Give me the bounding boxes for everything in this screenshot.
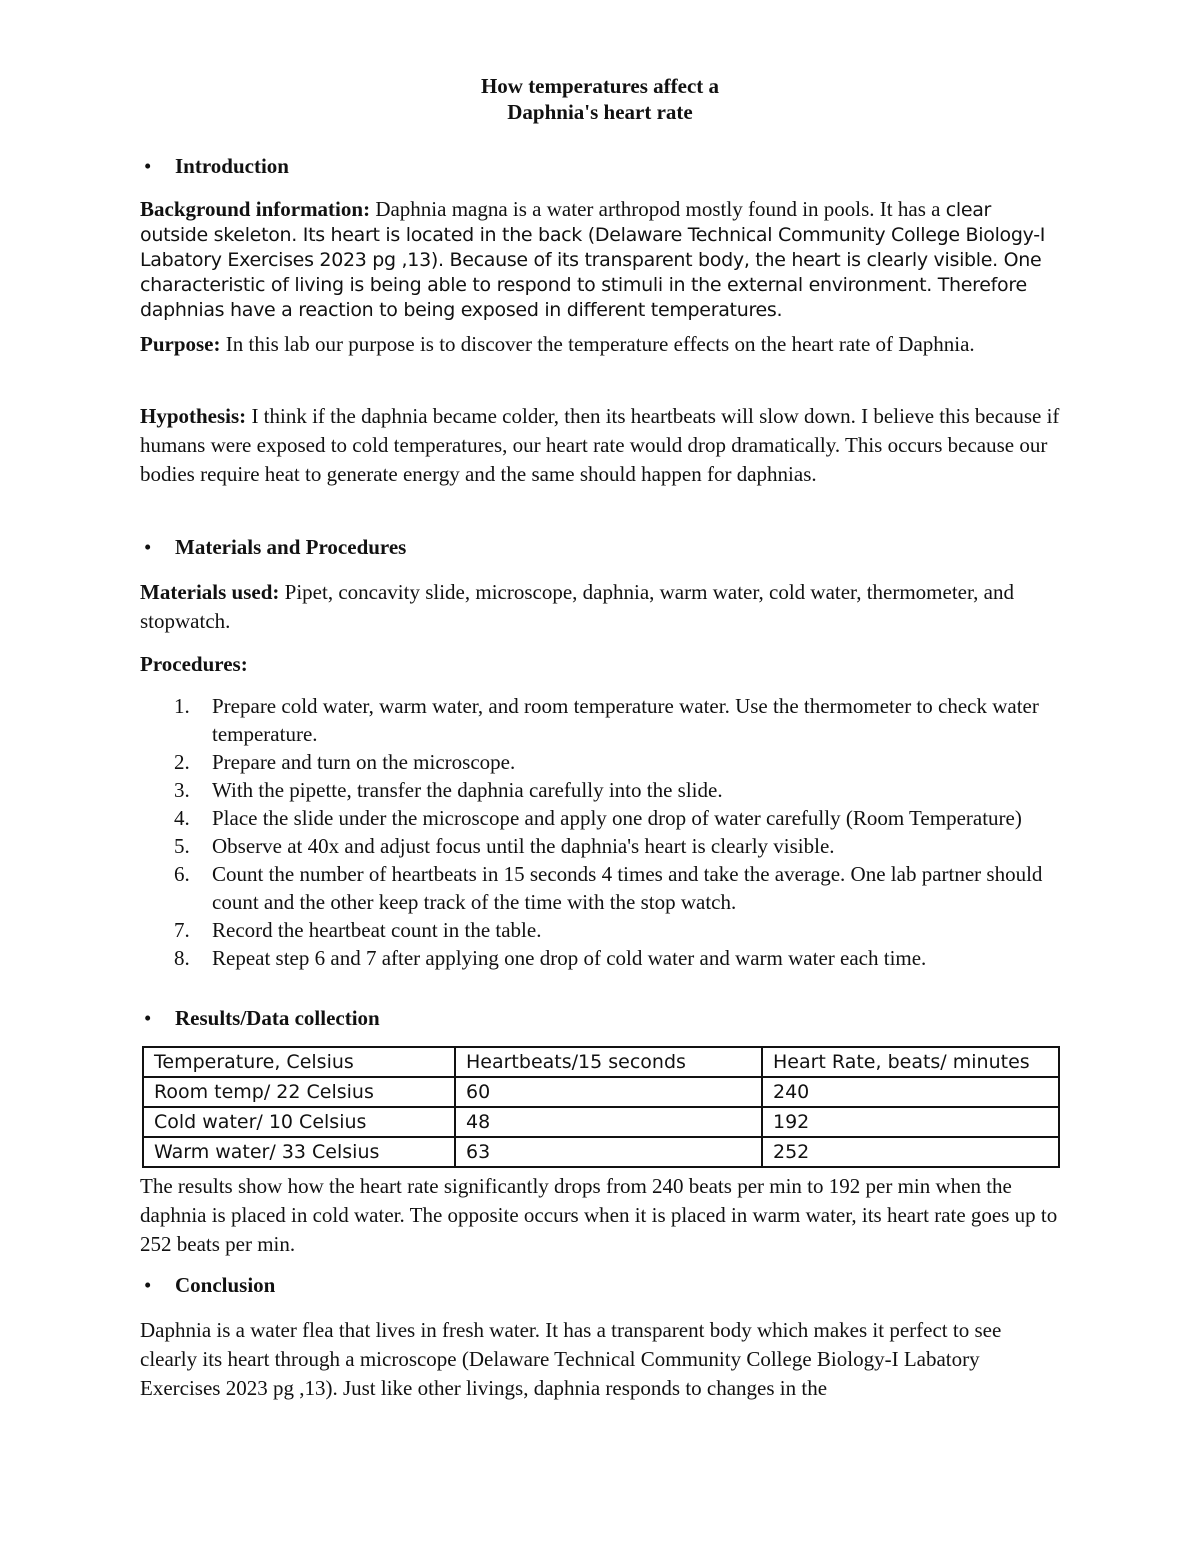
step-text: With the pipette, transfer the daphnia carefully into the slide.: [212, 778, 723, 802]
step-number: 2.: [174, 750, 190, 774]
table-cell: 240: [762, 1077, 1059, 1107]
hypothesis-label: Hypothesis:: [140, 404, 247, 428]
table-header-cell: Temperature, Celsius: [143, 1047, 455, 1077]
table-cell: Room temp/ 22 Celsius: [143, 1077, 455, 1107]
background-text-b: clear outside skeleton. Its heart is located in the back (Delaware Technical Community College Biology-I Labatory Exercises 2023 pg ,13). Because of its transparent body, the heart is clearly visible. One characteristic of living is being able to respond to stimuli in the external environment. Therefore daphnias have a reaction to being exposed in different temperatures.: [140, 199, 1046, 321]
bullet-icon: •: [144, 154, 152, 178]
table-row: [143, 1077, 1059, 1107]
step-number: 8.: [174, 946, 190, 970]
results-table: [142, 1046, 1060, 1168]
purpose-paragraph: [140, 330, 1060, 359]
table-row: [143, 1137, 1059, 1167]
procedure-step: [140, 776, 1060, 804]
heading-materials-procedures-text: Materials and Procedures: [175, 535, 407, 559]
step-text: Observe at 40x and adjust focus until the daphnia's heart is clearly visible.: [212, 834, 835, 858]
hypothesis-text: I think if the daphnia became colder, then its heartbeats will slow down. I believe this because if humans were exposed to cold temperatures, our heart rate would drop dramatically. This occurs because our bodies require heat to generate energy and the same should happen for daphnias.: [140, 404, 1060, 486]
heading-introduction-text: Introduction: [175, 154, 289, 178]
procedure-step: [140, 804, 1060, 832]
document-title-line-2: Daphnia's heart rate: [507, 100, 693, 124]
heading-conclusion-text: Conclusion: [175, 1273, 276, 1297]
step-number: 6.: [174, 862, 190, 886]
table-header-cell: Heartbeats/15 seconds: [455, 1047, 762, 1077]
heading-results: [144, 1006, 380, 1031]
step-number: 1.: [174, 694, 190, 718]
bullet-icon: •: [144, 535, 152, 559]
heading-introduction: [144, 154, 289, 179]
table-header-cell: Heart Rate, beats/ minutes: [762, 1047, 1059, 1077]
step-text: Place the slide under the microscope and apply one drop of water carefully (Room Temperature): [212, 806, 1022, 830]
step-text: Count the number of heartbeats in 15 seconds 4 times and take the average. One lab partner should count and the other keep track of the time with the stop watch.: [212, 862, 1043, 914]
materials-text: Pipet, concavity slide, microscope, daphnia, warm water, cold water, thermometer, and stopwatch.: [140, 580, 1014, 633]
heading-conclusion: [144, 1273, 276, 1298]
purpose-text: In this lab our purpose is to discover the temperature effects on the heart rate of Daphnia.: [225, 332, 975, 356]
step-text: Prepare and turn on the microscope.: [212, 750, 516, 774]
purpose-label: Purpose:: [140, 332, 221, 356]
table-cell: Warm water/ 33 Celsius: [143, 1137, 455, 1167]
table-row: [143, 1107, 1059, 1137]
table-cell: 252: [762, 1137, 1059, 1167]
step-number: 3.: [174, 778, 190, 802]
background-paragraph: [140, 197, 1060, 322]
results-summary-paragraph: The results show how the heart rate significantly drops from 240 beats per min to 192 per min when the daphnia is placed in cold water. The opposite occurs when it is placed in warm water, its heart rate goes up to 252 beats per min.: [140, 1174, 1058, 1256]
procedure-step: [140, 692, 1060, 748]
procedure-step: [140, 748, 1060, 776]
background-label: Background information:: [140, 197, 371, 221]
background-text-a: Daphnia magna is a water arthropod mostly found in pools. It has a: [375, 197, 941, 221]
bullet-icon: •: [144, 1273, 152, 1297]
step-text: Repeat step 6 and 7 after applying one drop of cold water and warm water each time.: [212, 946, 927, 970]
table-cell: 60: [455, 1077, 762, 1107]
materials-paragraph: [140, 578, 1060, 636]
procedure-step: [140, 860, 1060, 916]
step-number: 7.: [174, 918, 190, 942]
table-cell: 192: [762, 1107, 1059, 1137]
procedures-label-line: [140, 650, 1060, 679]
hypothesis-paragraph: [140, 402, 1060, 489]
step-text: Record the heartbeat count in the table.: [212, 918, 542, 942]
table-header-row: [143, 1047, 1059, 1077]
procedures-list: [140, 692, 1060, 972]
conclusion-paragraph: Daphnia is a water flea that lives in fresh water. It has a transparent body which makes it perfect to see clearly its heart through a microscope (Delaware Technical Community College Biology-I Labatory Exercises 2023 pg ,13). Just like other livings, daphnia responds to changes in the: [140, 1318, 1002, 1400]
procedure-step: [140, 916, 1060, 944]
procedure-step: [140, 944, 1060, 972]
materials-label: Materials used:: [140, 580, 280, 604]
document-title-line-1: How temperatures affect a: [480, 74, 720, 98]
table-cell: 63: [455, 1137, 762, 1167]
heading-materials-procedures: [144, 535, 407, 560]
heading-results-text: Results/Data collection: [175, 1006, 380, 1030]
bullet-icon: •: [144, 1006, 152, 1030]
step-number: 5.: [174, 834, 190, 858]
procedure-step: [140, 832, 1060, 860]
table-cell: Cold water/ 10 Celsius: [143, 1107, 455, 1137]
procedures-label: Procedures:: [140, 652, 248, 676]
step-number: 4.: [174, 806, 190, 830]
table-cell: 48: [455, 1107, 762, 1137]
step-text: Prepare cold water, warm water, and room temperature water. Use the thermometer to check water temperature.: [212, 694, 1039, 746]
